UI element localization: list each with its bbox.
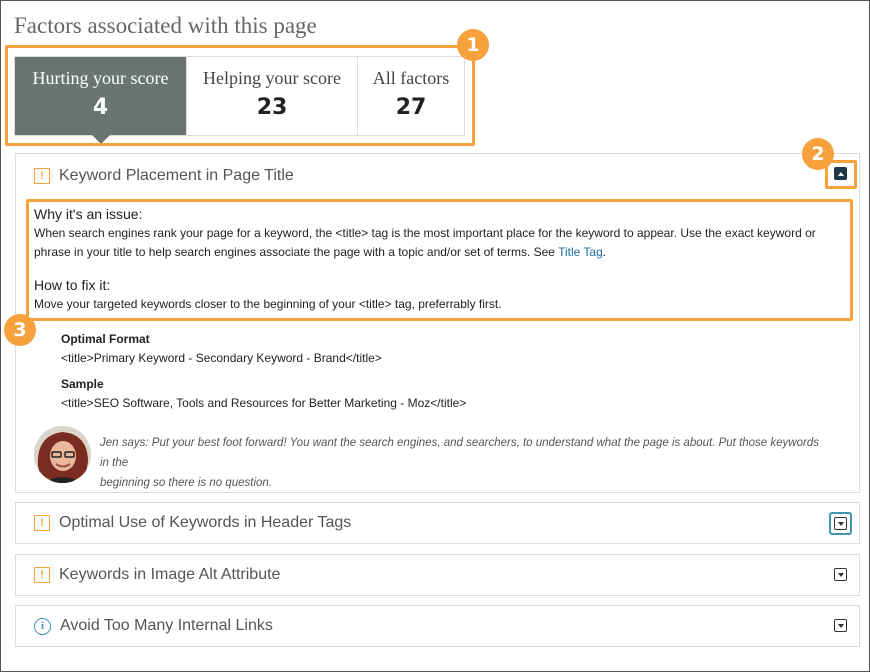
tab-count: 27 bbox=[395, 95, 427, 120]
page-title: Factors associated with this page bbox=[14, 13, 317, 38]
tip-quote bbox=[100, 433, 830, 493]
callout-box-1 bbox=[5, 45, 475, 146]
expand-toggle-button[interactable] bbox=[834, 619, 847, 632]
callout-badge-2: 2 bbox=[802, 138, 834, 170]
sample-value: <title>SEO Software, Tools and Resources for Better Marketing - Moz</title> bbox=[61, 396, 467, 410]
title-tag-link[interactable]: Title Tag bbox=[558, 245, 603, 259]
tab-label: All factors bbox=[372, 68, 450, 88]
format-examples bbox=[61, 330, 841, 413]
expand-toggle-button[interactable] bbox=[834, 517, 847, 530]
why-heading: Why it's an issue: bbox=[34, 206, 143, 222]
factor-title: Keywords in Image Alt Attribute bbox=[59, 566, 281, 583]
sample-label: Sample bbox=[61, 377, 104, 391]
warning-icon: ! bbox=[34, 168, 50, 184]
tip-line-1: Jen says: Put your best foot forward! You want the search engines, and searchers, to understand what the page is about. Put those keywords in the bbox=[100, 437, 819, 469]
tab-count: 4 bbox=[92, 95, 109, 120]
factor-title: Avoid Too Many Internal Links bbox=[60, 617, 273, 634]
factor-header[interactable] bbox=[34, 154, 294, 198]
factor-panel[interactable] bbox=[15, 554, 860, 596]
factor-header[interactable] bbox=[34, 503, 351, 543]
chevron-down-icon bbox=[838, 573, 844, 577]
factor-panel[interactable] bbox=[15, 502, 860, 544]
tip-line-2: beginning so there is no question. bbox=[100, 477, 272, 489]
fix-heading: How to fix it: bbox=[34, 277, 111, 293]
chevron-down-icon bbox=[838, 624, 844, 628]
avatar bbox=[34, 426, 91, 483]
factor-title: Keyword Placement in Page Title bbox=[59, 167, 294, 184]
factor-header[interactable] bbox=[34, 606, 273, 646]
why-text-line-2 bbox=[34, 243, 849, 262]
why-text: phrase in your title to help search engines associate the page with a topic and/or set of terms. See bbox=[34, 245, 559, 259]
optimal-format-value: <title>Primary Keyword - Secondary Keyword - Brand</title> bbox=[61, 351, 382, 365]
tab-count: 23 bbox=[256, 95, 288, 120]
warning-icon: ! bbox=[34, 567, 50, 583]
chevron-down-icon bbox=[838, 522, 844, 526]
tab-label: Hurting your score bbox=[32, 68, 169, 88]
optimal-format-label: Optimal Format bbox=[61, 332, 150, 346]
factor-header[interactable] bbox=[34, 555, 280, 595]
tab-label: Helping your score bbox=[203, 68, 341, 88]
factor-panel[interactable] bbox=[15, 605, 860, 647]
callout-badge-1: 1 bbox=[457, 29, 489, 61]
fix-text: Move your targeted keywords closer to the beginning of your <title> tag, preferrably first. bbox=[34, 297, 502, 311]
why-period: . bbox=[602, 245, 607, 259]
info-icon: i bbox=[34, 618, 51, 635]
why-text-line-1: When search engines rank your page for a keyword, the <title> tag is the most important place for the keyword to appear. Use the exact keyword or bbox=[34, 226, 816, 240]
expand-toggle-button[interactable] bbox=[834, 568, 847, 581]
warning-icon: ! bbox=[34, 515, 50, 531]
issue-description bbox=[34, 205, 849, 314]
callout-badge-3: 3 bbox=[4, 314, 36, 346]
factor-title: Optimal Use of Keywords in Header Tags bbox=[59, 514, 352, 531]
